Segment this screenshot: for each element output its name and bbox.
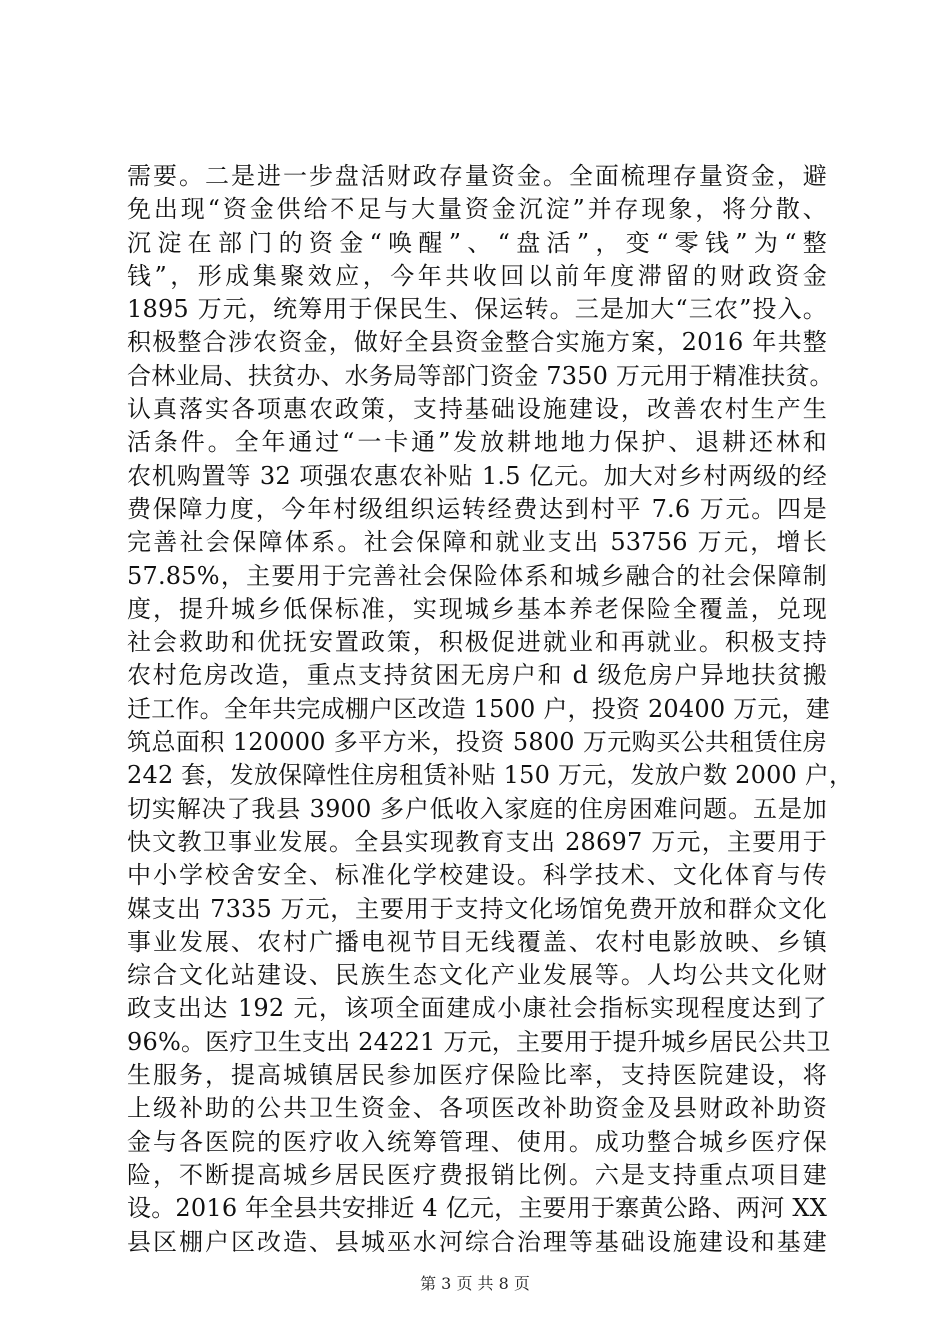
text-line: 事业发展、农村广播电视节目无线覆盖、农村电影放映、乡镇 [127,927,827,956]
text-line: 免出现“资金供给不足与大量资金沉淀”并存现象，将分散、 [127,195,827,224]
text-line: 上级补助的公共卫生资金、各项医改补助资金及县财政补助资 [127,1094,827,1123]
text-line: 积极整合涉农资金，做好全县资金整合实施方案，2016 年共整 [127,328,827,357]
text-line: 媒支出 7335 万元，主要用于支持文化场馆免费开放和群众文化 [127,894,827,923]
text-line: 金与各医院的医疗收入统筹管理、使用。成功整合城乡医疗保 [127,1127,827,1156]
text-line: 社会救助和优抚安置政策，积极促进就业和再就业。积极支持 [127,628,827,657]
text-line: 设。2016 年全县共安排近 4 亿元，主要用于寨黄公路、两河 XX [127,1194,827,1223]
text-line: 筑总面积 120000 多平方米，投资 5800 万元购买公共租赁住房 [127,728,827,757]
body-text [127,160,854,1259]
text-line: 96%。医疗卫生支出 24221 万元，主要用于提升城乡居民公共卫 [127,1027,831,1056]
text-line: 认真落实各项惠农政策，支持基础设施建设，改善农村生产生 [127,395,827,424]
text-line: 险，不断提高城乡居民医疗费报销比例。六是支持重点项目建 [127,1160,827,1189]
text-line: 综合文化站建设、民族生态文化产业发展等。人均公共文化财 [127,961,827,990]
text-line: 生服务，提高城镇居民参加医疗保险比率，支持医院建设，将 [127,1061,827,1090]
text-line: 沉淀在部门的资金“唤醒”、“盘活”，变“零钱”为“整 [127,228,827,257]
text-line: 费保障力度，今年村级组织运转经费达到村平 7.6 万元。四是 [127,494,827,523]
text-line: 钱”，形成集聚效应，今年共收回以前年度滞留的财政资金 [127,261,827,290]
text-line: 切实解决了我县 3900 多户低收入家庭的住房困难问题。五是加 [127,794,827,823]
text-line: 1895 万元，统筹用于保民生、保运转。三是加大“三农”投入。 [127,295,827,324]
text-line: 农村危房改造，重点支持贫困无房户和 d 级危房户异地扶贫搬 [127,661,827,690]
text-line: 县区棚户区改造、县城巫水河综合治理等基础设施建设和基建 [127,1227,827,1256]
text-line: 中小学校舍安全、标准化学校建设。科学技术、文化体育与传 [127,861,827,890]
text-line: 活条件。全年通过“一卡通”发放耕地地力保护、退耕还林和 [127,428,827,457]
text-line: 快文教卫事业发展。全县实现教育支出 28697 万元，主要用于 [127,827,827,856]
text-line: 政支出达 192 元，该项全面建成小康社会指标实现程度达到了 [127,994,827,1023]
text-line: 度，提升城乡低保标准，实现城乡基本养老保险全覆盖，兑现 [127,594,827,623]
text-line: 迁工作。全年共完成棚户区改造 1500 户，投资 20400 万元，建 [127,694,830,723]
text-line: 需要。二是进一步盘活财政存量资金。全面梳理存量资金，避 [127,162,827,190]
text-line: 农机购置等 32 项强农惠农补贴 1.5 亿元。加大对乡村两级的经 [127,461,827,490]
text-line: 242 套，发放保障性住房租赁补贴 150 万元，发放户数 2000 户， [127,761,854,790]
page-footer: 第 3 页 共 8 页 [420,1274,530,1293]
text-line: 57.85%，主要用于完善社会保险体系和城乡融合的社会保障制 [127,561,827,590]
text-line: 完善社会保障体系。社会保障和就业支出 53756 万元，增长 [127,528,827,557]
text-line: 合林业局、扶贫办、水务局等部门资金 7350 万元用于精准扶贫。 [127,361,834,390]
